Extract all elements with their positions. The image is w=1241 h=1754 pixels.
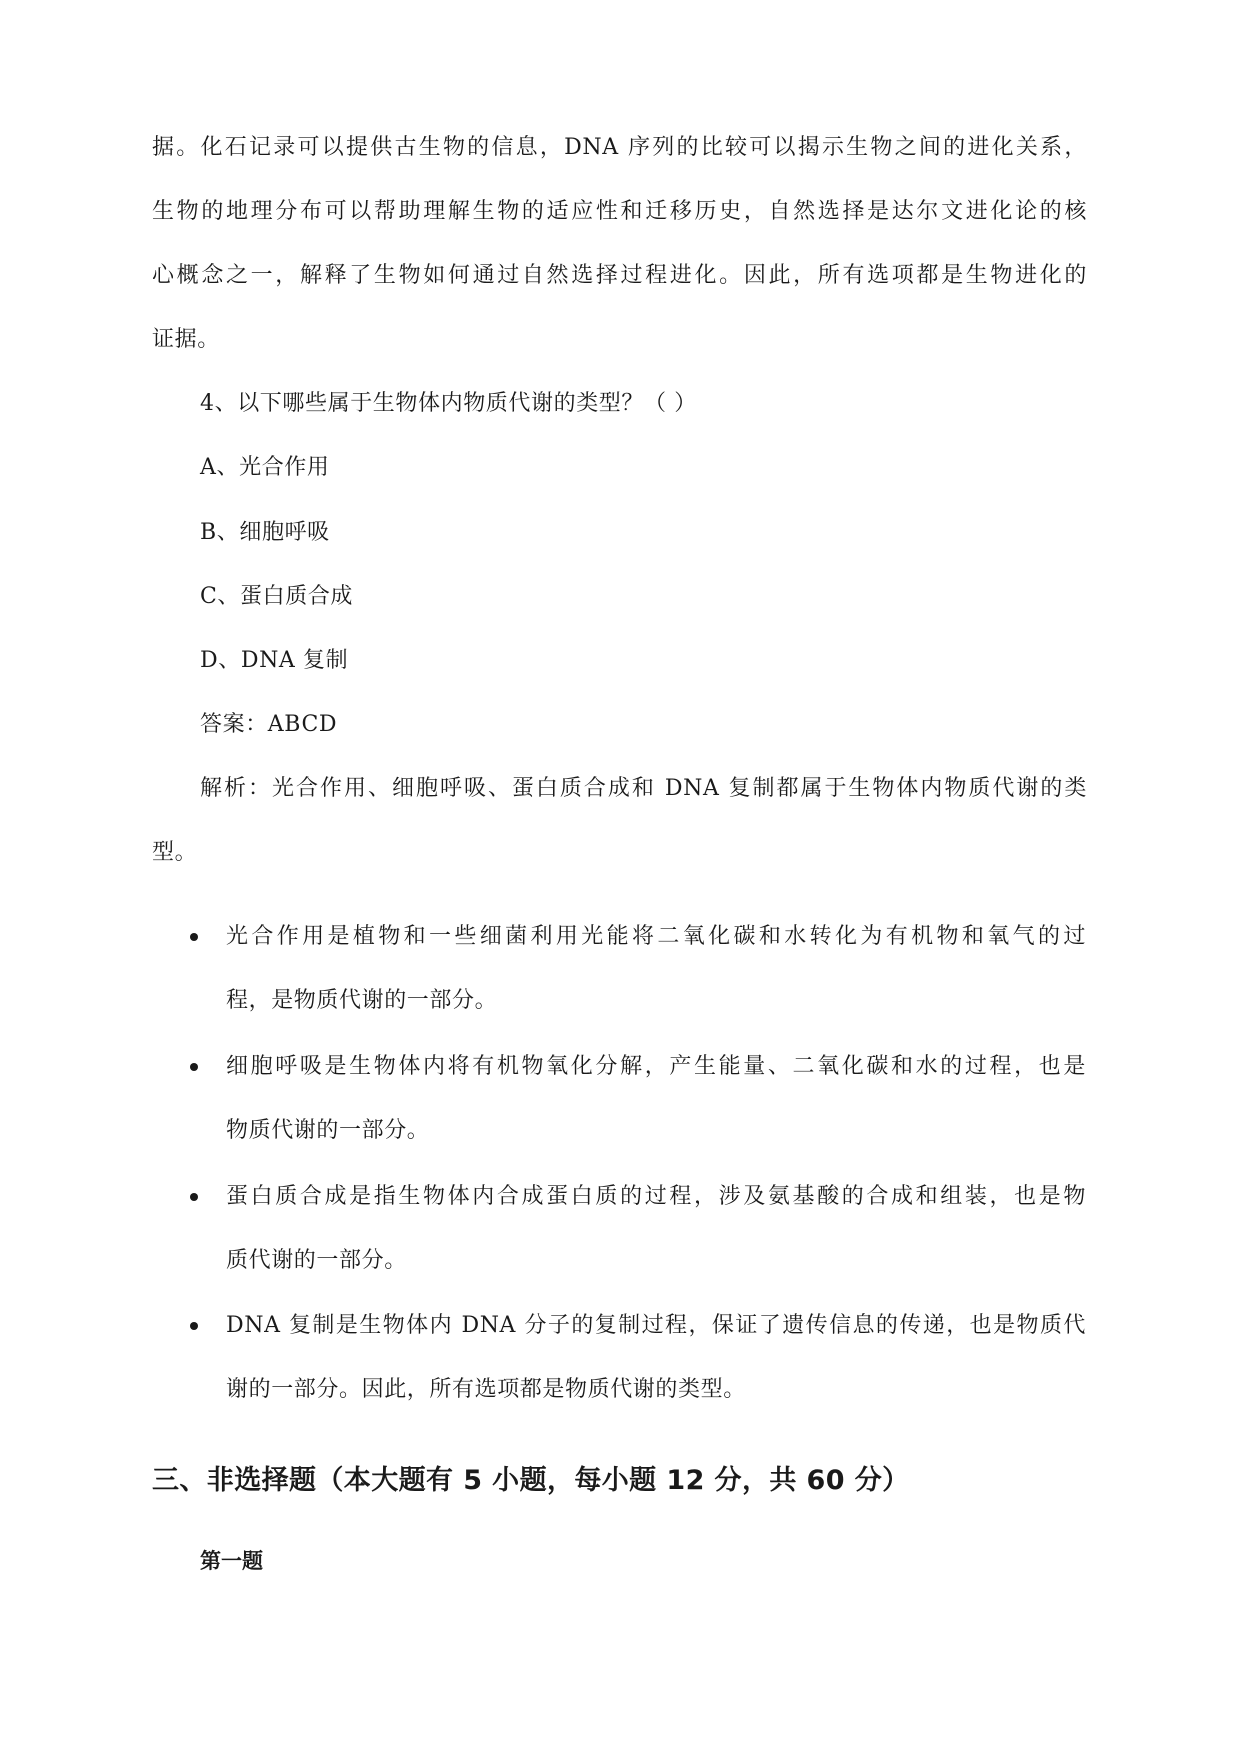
- intro-line-1: 据。化石记录可以提供古生物的信息，DNA 序列的比较可以揭示生物之间的进化关系，: [152, 135, 1087, 160]
- bullet-2-line-2: 物质代谢的一部分。: [226, 1118, 430, 1143]
- bullet-1-line-2: 程，是物质代谢的一部分。: [226, 988, 498, 1013]
- question-4-stem: 4、以下哪些属于生物体内物质代谢的类型？（ ）: [200, 391, 697, 416]
- section-heading: 三、非选择题（本大题有 5 小题，每小题 12 分，共 60 分）: [152, 1465, 910, 1496]
- option-c: C、蛋白质合成: [200, 584, 354, 609]
- bullet-4-line-2: 谢的一部分。因此，所有选项都是物质代谢的类型。: [226, 1377, 746, 1402]
- bullet-2-line-1: 细胞呼吸是生物体内将有机物氧化分解，产生能量、二氧化碳和水的过程，也是: [226, 1054, 1086, 1079]
- intro-line-3: 心概念之一，解释了生物如何通过自然选择过程进化。因此，所有选项都是生物进化的: [152, 263, 1087, 288]
- intro-line-4: 证据。: [152, 327, 220, 352]
- bullet-1-line-1: 光合作用是植物和一些细菌利用光能将二氧化碳和水转化为有机物和氧气的过: [226, 924, 1086, 949]
- bullet-dot: [190, 1322, 198, 1330]
- bullet-3-line-2: 质代谢的一部分。: [226, 1248, 407, 1273]
- option-d: D、DNA 复制: [200, 648, 349, 673]
- bullet-dot: [190, 933, 198, 941]
- bullet-3-line-1: 蛋白质合成是指生物体内合成蛋白质的过程，涉及氨基酸的合成和组装，也是物: [226, 1184, 1086, 1209]
- first-question-heading: 第一题: [200, 1549, 263, 1573]
- intro-line-2: 生物的地理分布可以帮助理解生物的适应性和迁移历史，自然选择是达尔文进化论的核: [152, 199, 1087, 224]
- analysis-line-1: 解析：光合作用、细胞呼吸、蛋白质合成和 DNA 复制都属于生物体内物质代谢的类: [200, 776, 1087, 801]
- option-a: A、光合作用: [200, 455, 330, 480]
- bullet-4-line-1: DNA 复制是生物体内 DNA 分子的复制过程，保证了遗传信息的传递，也是物质代: [226, 1313, 1086, 1338]
- option-b: B、细胞呼吸: [200, 520, 330, 545]
- bullet-dot: [190, 1193, 198, 1201]
- analysis-line-2: 型。: [152, 840, 198, 865]
- bullet-dot: [190, 1063, 198, 1071]
- answer-line: 答案：ABCD: [200, 712, 338, 737]
